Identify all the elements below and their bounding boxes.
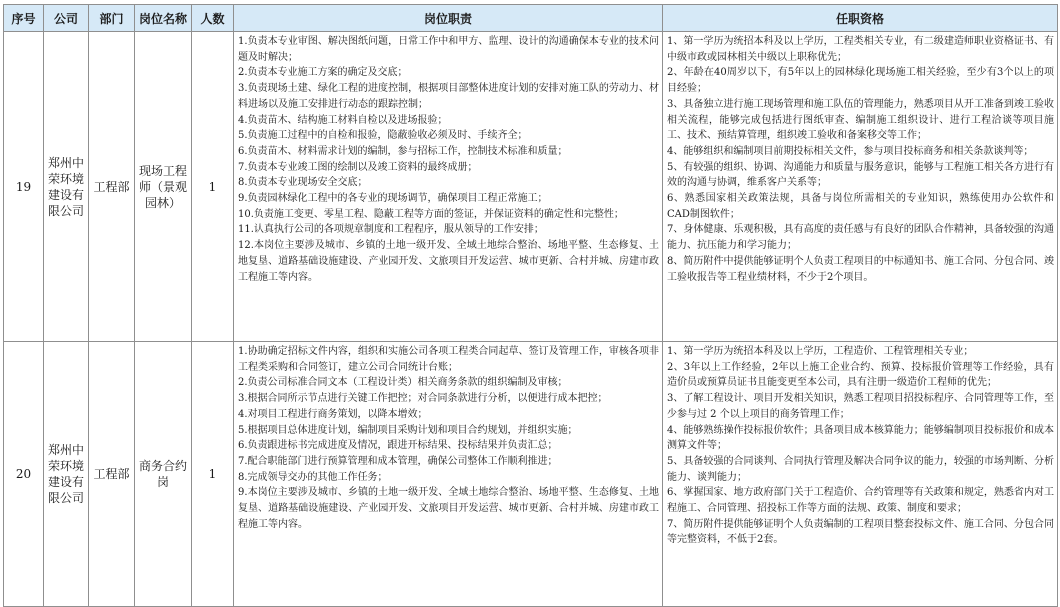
duty-item: 9.负责园林绿化工程中的各专业的现场调节，确保项目工程正常施工； (238, 193, 548, 205)
duty-item: 5.根据项目总体进度计划，编制项目采购计划和项目合约规划，并组织实施； (238, 424, 578, 436)
table-row (4, 32, 1058, 342)
duty-item: 2.负责本专业施工方案的确定及交底； (238, 67, 408, 79)
seq-cell: 20 (4, 342, 44, 607)
recruitment-table (3, 4, 1058, 607)
header-count: 人数 (192, 5, 234, 32)
duty-item: 4.对项目工程进行商务策划，以降本增效； (238, 408, 428, 420)
qualification-item: 2、年龄在40周岁以下，有5年以上的园林绿化现场施工相关经验，至少有3个以上的项目经验； (667, 67, 1054, 95)
qualification-item: 7、简历附件提供能够证明个人负责编制的工程项目整套投标文件、施工合同、分包合同等完整资料，不低于2套。 (667, 518, 1054, 546)
header-company: 公司 (44, 5, 89, 32)
duty-item: 10.负责施工变更、零星工程、隐蔽工程等方面的签证，并保证资料的确定性和完整性； (238, 208, 624, 220)
count-cell: 1 (192, 32, 234, 342)
duty-item: 3.根据合同所示节点进行关键工作把控；对合同条款进行分析，以便进行成本把控； (238, 393, 608, 405)
qualification-item: 3、了解工程设计、项目开发相关知识，熟悉工程项目招投标程序、合同管理等工作，至少参与过 2 个以上项目的商务管理工作； (667, 393, 1054, 420)
header-row (4, 5, 1058, 32)
qualification-item: 4、能够熟练操作投标报价软件；具备项目成本核算能力；能够编制项目投标报价和成本测算文件等； (667, 424, 1054, 452)
header-position: 岗位名称 (135, 5, 192, 32)
duty-item: 11.认真执行公司的各项规章制度和工程程序，服从领导的工作安排； (238, 224, 544, 236)
qualification-item: 1、第一学历为统招本科及以上学历，工程造价、工程管理相关专业； (667, 346, 974, 357)
header-duties: 岗位职责 (234, 5, 663, 32)
seq-cell: 19 (4, 32, 44, 342)
duty-item: 7.配合职能部门进行预算管理和成本管理，确保公司整体工作顺利推进； (238, 455, 558, 467)
duty-item: 2.负责公司标准合同文本（工程设计类）相关商务条款的组织编制及审核； (238, 377, 568, 389)
position-text: 现场工程师（景观园林） (138, 163, 187, 210)
duty-item: 6.负责跟进标书完成进度及情况，跟进开标结果、投标结果并负责汇总； (238, 440, 558, 452)
duty-item: 8.负责本专业现场安全交底； (238, 177, 368, 189)
company-text: 郑州中荣环境建设有限公司 (47, 443, 84, 505)
header-dept: 部门 (89, 5, 135, 32)
duties-cell (234, 32, 663, 342)
position-cell (135, 342, 192, 607)
qualification-item: 6、掌握国家、地方政府部门关于工程造价、合约管理等有关政策和规定，熟悉省内对工程施工、合同管理、招投标工作等方面的法规、政策、制度和要求； (667, 487, 1054, 515)
qualification-item: 6、熟悉国家相关政策法规，具备与岗位所需相关的专业知识，熟练使用办公软件和CAD制图软件； (667, 193, 1054, 220)
qualification-item: 1、第一学历为统招本科及以上学历，工程类相关专业，有二级建造师职业资格证书、有中级市政或园林相关中级以上职称优先； (667, 36, 1054, 63)
qualification-item: 5、具备较强的合同谈判、合同执行管理及解决合同争议的能力，较强的市场判断、分析能力、谈判能力； (667, 455, 1054, 483)
company-text: 郑州中荣环境建设有限公司 (47, 155, 84, 218)
duty-item: 4.负责苗木、结构施工材料自检以及进场报验； (238, 114, 448, 126)
qualification-item: 8、简历附件中提供能够证明个人负责工程项目的中标通知书、施工合同、分包合同、竣工验收报告等工程业绩材料，不少于2个项目。 (667, 255, 1054, 283)
duty-item: 1.协助确定招标文件内容，组织和实施公司各项工程类合同起草、签订及管理工作，审核各项非工程类采购和合同签订，建立公司合同统计台账； (238, 346, 659, 373)
duty-item: 5.负责施工过程中的自检和报验，隐蔽验收必须及时、手续齐全； (238, 130, 528, 142)
table-row (4, 342, 1058, 607)
qualifications-cell (663, 342, 1058, 607)
position-text: 商务合约岗 (138, 459, 187, 489)
qualification-item: 5、有较强的组织、协调、沟通能力和质量与服务意识，能够与工程施工相关各方进行有效的沟通与协调，维系客户关系等； (667, 161, 1054, 189)
duty-item: 6.负责苗木、材料需求计划的编制，参与招标工作，控制技术标准和质量； (238, 145, 568, 157)
count-cell: 1 (192, 342, 234, 607)
duties-cell (234, 342, 663, 607)
duty-item: 9.本岗位主要涉及城市、乡镇的土地一级开发、全域土地综合整治、场地平整、生态修复、土地复垦、道路基础设施建设、产业园开发、文旅项目开发运营、城市更新、合村并城、房建市政工程施工等内容。 (238, 487, 659, 530)
duty-item: 1.负责本专业审图、解决图纸问题，日常工作中和甲方、监理、设计的沟通确保本专业的技术问题及时解决； (238, 36, 659, 63)
qualification-item: 7、身体健康、乐观积极，具有高度的责任感与有良好的团队合作精神，具备较强的沟通能力、抗压能力和学习能力； (667, 224, 1054, 252)
duty-item: 7.负责本专业竣工图的绘制以及竣工资料的最终成册； (238, 161, 478, 173)
duty-item: 8.完成领导交办的其他工作任务； (238, 471, 388, 483)
company-cell (44, 32, 89, 342)
duty-item: 3.负责现场土建、绿化工程的进度控制，根据项目部整体进度计划的安排对施工队的劳动力、材料进场以及施工安排进行动态的跟踪控制； (238, 83, 659, 110)
dept-cell: 工程部 (89, 32, 135, 342)
qualification-item: 3、具备独立进行施工现场管理和施工队伍的管理能力，熟悉项目从开工准备到竣工验收相关流程，能够完成包括进行图纸审查、编制施工组织设计、进行工程洽谈等项目施工、技术、预结算管理，组织竣工验收和备案移交等工作； (667, 98, 1054, 142)
header-seq: 序号 (4, 5, 44, 32)
dept-cell: 工程部 (89, 342, 135, 607)
position-cell (135, 32, 192, 342)
qualification-item: 4、能够组织和编制项目前期投标相关文件，参与项目投标商务和相关条款谈判等； (667, 145, 1034, 157)
qualification-item: 2、3年以上工作经验，2年以上施工企业合约、预算、投标报价管理等工作经验，具有造价员或预算员证书且能变更至本公司，具有注册一级造价工程师的优先； (667, 361, 1054, 389)
duty-item: 12.本岗位主要涉及城市、乡镇的土地一级开发、全域土地综合整治、场地平整、生态修复、土地复垦、道路基础设施建设、产业园开发、文旅项目开发运营、城市更新、合村并城、房建市政工程施工等内容。 (238, 240, 659, 283)
header-qualifications: 任职资格 (663, 5, 1058, 32)
company-cell (44, 342, 89, 607)
qualifications-cell (663, 32, 1058, 342)
